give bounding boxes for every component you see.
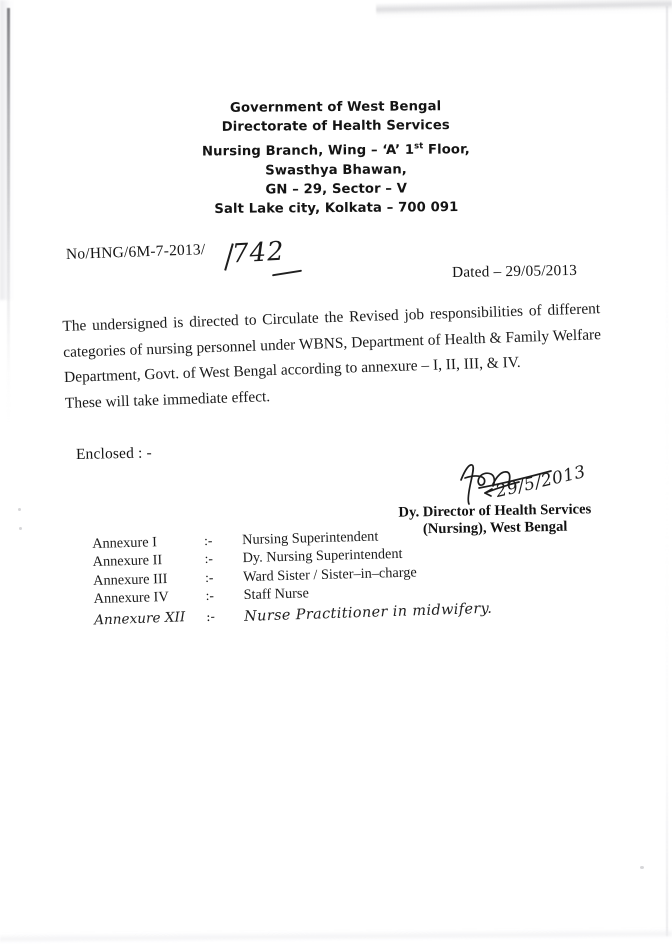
letterhead-line-3-text: Nursing Branch, Wing – ‘A’ 1 xyxy=(201,142,415,160)
letterhead-ordinal-suffix: st xyxy=(414,140,424,151)
document-body xyxy=(62,296,603,416)
scan-speck xyxy=(18,508,21,511)
annexure-label: Annexure II xyxy=(92,552,163,571)
annexure-value: Staff Nurse xyxy=(243,585,310,604)
handwritten-underline-stroke xyxy=(272,270,302,277)
scan-edge-top-right xyxy=(376,0,672,19)
annexure-value: Ward Sister / Sister–in–charge xyxy=(242,564,417,585)
scan-speck xyxy=(640,866,644,869)
scan-edge-bottom xyxy=(0,929,672,943)
annexure-separator: :- xyxy=(204,551,214,567)
signature-mark xyxy=(455,458,595,506)
annexure-separator: :- xyxy=(203,532,213,549)
handwritten-reference-number: 742 xyxy=(231,236,286,270)
reference-number: No/HNG/6M-7-2013/ xyxy=(65,241,206,263)
signature-title-line-2: (Nursing), West Bengal xyxy=(422,518,568,537)
signature-title-line-1: Dy. Director of Health Services xyxy=(398,501,592,521)
annexure-value: Dy. Nursing Superintendent xyxy=(242,546,403,567)
letterhead-line-5: GN – 29, Sector – V xyxy=(265,181,408,198)
annexure-label: Annexure III xyxy=(92,570,168,589)
annexure-separator: :- xyxy=(205,609,216,625)
annexure-separator: :- xyxy=(204,569,214,585)
dated-line: Dated – 29/05/2013 xyxy=(451,261,578,281)
annexure-separator: :- xyxy=(205,588,215,604)
scan-speck xyxy=(19,527,22,530)
annexure-value: Nurse Practitioner in midwifery. xyxy=(243,600,493,625)
letterhead-line-6: Salt Lake city, Kolkata – 700 091 xyxy=(214,200,459,218)
body-line-2: These will take immediate effect. xyxy=(64,387,271,412)
body-paragraph: The undersigned is directed to Circulate the Revised job responsibilities of different categories of nursing personnel under WBNS, Department of Health & Family Welfare Department, Govt. of West Bengal according to annexure – I, II, III, & IV. xyxy=(62,300,602,386)
annexure-label: Annexure XII xyxy=(93,608,186,629)
enclosed-label: Enclosed : - xyxy=(75,444,153,463)
letterhead-line-2: Directorate of Health Services xyxy=(221,118,450,136)
annexure-value: Nursing Superintendent xyxy=(241,528,379,549)
letterhead-line-4: Swasthya Bhawan, xyxy=(265,162,407,179)
signature-handwritten-date: 29/5/2013 xyxy=(493,461,588,503)
letterhead-line-3-tail: Floor, xyxy=(423,142,470,158)
annexure-label: Annexure I xyxy=(92,534,158,552)
letterhead xyxy=(0,95,672,221)
annexure-label: Annexure IV xyxy=(93,589,169,608)
letterhead-line-1: Government of West Bengal xyxy=(229,99,442,116)
annexure-list xyxy=(92,526,493,634)
